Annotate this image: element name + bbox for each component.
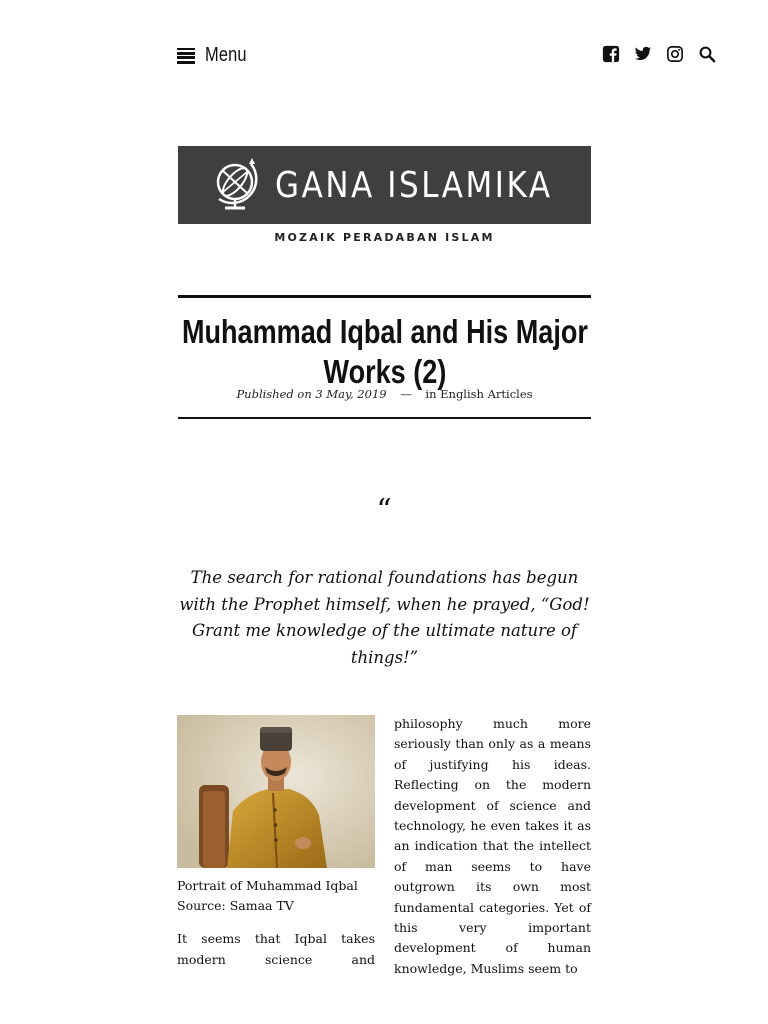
quote-mark: “ xyxy=(376,493,392,528)
menu-label: Menu xyxy=(205,44,247,66)
article-meta xyxy=(178,387,591,401)
published-prefix: Published on xyxy=(236,387,312,401)
article-title xyxy=(178,312,591,392)
caption-source: Source: Samaa TV xyxy=(177,898,294,913)
caption-title: Portrait of Muhammad Iqbal xyxy=(177,878,358,893)
publish-date: 3 May, 2019 xyxy=(315,387,387,401)
article-title-text: Muhammad Iqbal and His Major Works (2) xyxy=(181,313,588,390)
site-tagline: MOZAIK PERADABAN ISLAM xyxy=(274,231,495,244)
twitter-icon[interactable] xyxy=(634,44,652,64)
portrait-image xyxy=(177,715,375,868)
header-rule-top xyxy=(178,295,591,298)
header-rule-bottom xyxy=(178,417,591,419)
hamburger-icon xyxy=(177,48,195,64)
facebook-icon[interactable] xyxy=(602,44,620,64)
category-link[interactable]: English Articles xyxy=(440,387,533,401)
site-logo[interactable] xyxy=(178,146,591,224)
instagram-icon[interactable] xyxy=(666,44,684,64)
body-text-left: It seems that Iqbal takes modern science and xyxy=(177,931,375,967)
body-text-right: philosophy much more seriously than only as a means of justifying his ideas. Reflecting on the modern development of science and technology, he even takes it as an indication that the intellect of man seems to have outgrown its own most fundamental categories. Yet of this very important development of human knowledge, Muslims seem to xyxy=(394,716,591,976)
search-icon[interactable] xyxy=(698,44,716,64)
logo-text: GANA ISLAMIKA xyxy=(275,164,553,206)
category-prefix: in xyxy=(425,387,437,401)
globe-icon xyxy=(211,155,263,215)
social-links xyxy=(602,44,716,64)
menu-button[interactable] xyxy=(177,44,256,67)
meta-separator: — xyxy=(400,387,412,401)
image-caption xyxy=(177,876,375,916)
pull-quote: The search for rational foundations has begun with the Prophet himself, when he prayed, “God! Grant me knowledge of the ultimate nature of things!” xyxy=(179,568,590,667)
